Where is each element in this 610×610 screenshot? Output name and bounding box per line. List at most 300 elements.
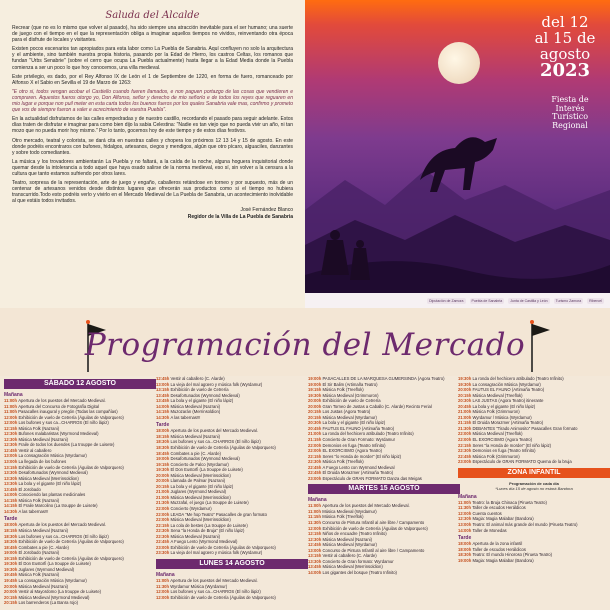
- schedule-event: Apertura de los puestos del Mercado Medieval.: [170, 577, 258, 583]
- schedule-time: 11:00h: [458, 499, 473, 505]
- schedule-time: 19:00h: [4, 550, 19, 556]
- schedule-time: 22:00h: [458, 437, 473, 443]
- schedule-event: La consagración Música (Wyrdamur): [18, 453, 87, 459]
- schedule-row: [4, 509, 156, 515]
- schedule-event: Espectáculo de GRAN FORMATO Danza das Meigas: [322, 475, 422, 481]
- horse-rider-silhouette: [415, 120, 505, 200]
- schedule-time: 21:00h: [308, 431, 323, 437]
- schedule-time: 23:30h: [156, 550, 171, 556]
- section-label: Tarde: [4, 516, 18, 523]
- schedule-time: 18:30h: [156, 445, 171, 451]
- schedule-event: La llegada de los bufones: [18, 459, 67, 465]
- schedule-event: Pasacalles inaugural y pregón (Todas las compañías): [18, 409, 118, 415]
- letter-paragraph: Recrear (que no es lo mismo que volver al pasado), ha sido siempre una atracción inevitable para el ser humano; una suerte de juego con el tiempo en el que la representación obliga a imaginar aquellos tiempos no vividos, reinventando otra época para el disfrute de locales y visitantes.: [12, 25, 293, 44]
- schedule-time: 18:15h: [4, 528, 19, 534]
- schedule-time: 12:30h: [308, 536, 323, 542]
- schedule-event: El Fraile Marcolino (La trouppe de Luisete): [18, 503, 98, 509]
- schedule-time: 20:00h: [308, 403, 323, 409]
- schedule-row: [308, 570, 460, 576]
- schedule-time: 22:00h: [156, 511, 171, 517]
- schedule-event: A las tabernas!!!: [170, 414, 201, 420]
- schedule-event: Música Folk (Nazrani): [18, 497, 60, 503]
- event-poster: [305, 0, 610, 308]
- schedule-time: 18:30h: [4, 533, 19, 539]
- day-heading: LUNES 14 AGOSTO: [156, 559, 308, 569]
- schedule-time: 13:00h: [458, 522, 473, 528]
- sponsor-logo: Junta de Castilla y León: [510, 298, 548, 303]
- schedule-event: Vestir al caballero (C. Alarde): [170, 376, 225, 381]
- schedule-event: Exhibición de vuelo de Cetrería (Águilas de Valporquero): [18, 464, 124, 470]
- schedule-event: Música Medieval (Merrinsoldion): [18, 475, 79, 481]
- schedule-time: 12:00h: [458, 510, 473, 516]
- schedule-time: 13:30h: [308, 558, 323, 564]
- schedule-event: Concurso de Pintura Infantil al aire libre / Campamento: [322, 547, 425, 553]
- schedule-event: Vestir al caballero: [18, 447, 52, 453]
- schedule-event: Wyrdamur / Música (Wyrdamur): [472, 414, 532, 420]
- section-label: Tarde: [156, 422, 170, 429]
- schedule-event: Muzozarán (Merrinsoldion): [170, 409, 221, 415]
- schedule-row: [308, 476, 460, 482]
- sponsor-logos: [305, 293, 610, 308]
- schedule-time: 12:30h: [458, 516, 473, 522]
- schedule-time: 12:30h: [4, 436, 19, 442]
- schedule-time: 12:45h: [156, 376, 171, 381]
- schedule-time: 19:30h: [308, 392, 323, 398]
- section-label: Tarde: [458, 535, 472, 542]
- schedule-row: [458, 528, 610, 534]
- schedule-time: 20:45h: [308, 425, 323, 431]
- schedule-event: Exhibición de vuelo de Cetrería: [322, 398, 381, 404]
- schedule-event: Exhibición de vuelo de Cetrería (Águilas de Valporquero): [322, 525, 428, 531]
- schedule-event: El Sir Balim (Artimaña Teatro): [322, 381, 378, 387]
- schedule-event: A Fuego Lento con Wyrmond Medieval: [322, 464, 395, 470]
- schedule-event: Música Medieval (Nazrani): [18, 528, 69, 534]
- schedule-time: 12:45h: [308, 542, 323, 548]
- schedule-time: 11:15h: [308, 514, 323, 520]
- schedule-time: 12:00h: [4, 420, 19, 426]
- schedule-time: 20:15h: [4, 594, 19, 600]
- sponsor-logo: Turismo Zamora: [555, 298, 582, 303]
- schedule-time: 12:15h: [308, 531, 323, 537]
- schedule-time: 13:30h: [4, 481, 19, 487]
- schedule-time: 21:15h: [458, 420, 473, 426]
- zona-infantil-heading: ZONA INFANTIL: [458, 468, 610, 478]
- signature-name: José Fernández Blanco: [240, 207, 293, 214]
- schedule-time: 14:15h: [4, 503, 19, 509]
- schedule-event: Desafortunados (Wyrmond Medieval): [170, 456, 240, 462]
- zona-subtitle: Programación de cada día: [509, 480, 559, 486]
- schedule-event: Juglares (Wyrmond Medieval): [18, 566, 75, 572]
- schedule-time: 11:30h: [458, 505, 473, 511]
- schedule-event: Música Folk (Treeflok): [322, 387, 364, 393]
- schedule-event: Exhibición de vuelo de Cetrería (Águilas de Valporquero): [170, 594, 276, 600]
- schedule-time: 20:00h: [4, 583, 19, 589]
- schedule-event: La bola y el gigante (El niño lápiz): [170, 483, 234, 489]
- schedule-time: 13:00h: [4, 453, 19, 459]
- schedule-time: 23:00h: [458, 459, 473, 465]
- schedule-time: 14:00h: [156, 403, 171, 409]
- schedule-event: El Jorobado (Nazrani): [18, 550, 60, 556]
- date-line: al 15 de: [534, 29, 596, 47]
- schedule-event: Concierto (Wyrdamur): [170, 506, 212, 512]
- event-dates: [520, 14, 610, 80]
- schedule-event: Música Medieval (Treeflok): [472, 431, 523, 437]
- day-heading: MARTES 15 AGOSTO: [308, 484, 460, 494]
- schedule-time: 22:00h: [156, 517, 171, 523]
- schedule-event: Música Folk (Treeflok): [322, 514, 364, 520]
- schedule-time: 13:00h: [308, 547, 323, 553]
- schedule-event: El Druida Morazmer (Artimaña Teatro): [472, 420, 544, 426]
- schedule-time: 22:15h: [156, 522, 171, 528]
- sponsor-logo: Puebla de Sanabria: [471, 298, 503, 303]
- schedule-time: 22:00h: [308, 448, 323, 454]
- schedule-time: 20:00h: [156, 472, 171, 478]
- schedule-event: Exhibición de vuelo de Cetrería (Águilas de Valporquero): [18, 539, 124, 545]
- schedule-event: Concierto de Gran formato: Wyrdamur: [322, 558, 394, 564]
- sponsor-logo: Ribercel: [589, 298, 602, 303]
- schedule-time: 11:00h: [156, 577, 171, 583]
- schedule-event: Música Folk (Grimmuron): [472, 453, 520, 459]
- day-heading: SÁBADO 12 AGOSTO: [4, 379, 156, 389]
- schedule-event: Desafortunados (Wyrmond Medieval): [18, 470, 88, 476]
- schedule-event: Magia: Magia Malabar (Bandora): [472, 516, 534, 522]
- schedule-event: Los barrenderos (La Banra rojo): [18, 600, 79, 606]
- schedule-time: 19:00h: [308, 381, 323, 387]
- schedule-time: 19:45h: [4, 577, 19, 583]
- schedule-event: Música Folk (Grimmuron): [472, 409, 520, 415]
- schedule-time: 13:30h: [4, 470, 19, 476]
- schedule-time: 14:00h: [4, 492, 19, 498]
- schedule-time: 20:00h: [308, 398, 323, 404]
- schedule-time: 13:45h: [156, 398, 171, 404]
- schedule-event: Espectáculo de GRAN FORMATO Quema de la bruja: [472, 459, 572, 465]
- schedule-event: Música Medieval (Wyrdamur): [322, 508, 377, 514]
- date-line: del 12: [541, 13, 589, 31]
- schedule-row: [458, 459, 610, 465]
- program-title: Programación del Mercado: [84, 327, 526, 363]
- program-column-2: [156, 376, 308, 600]
- schedule-event: El Jorobado: [18, 486, 41, 492]
- sponsor-logo: Diputación de Zamora: [429, 298, 464, 303]
- program-header: [0, 308, 610, 376]
- schedule-time: 11:00h: [308, 508, 323, 514]
- schedule-time: 20:30h: [308, 420, 323, 426]
- letter-paragraph: En la actualidad disfrutamos de las calles empedradas y de nuestro castillo, recordando el pasado para seguir adelante. Estos días traten de disfrutar e imaginar para como bien dijo la sabia Celestina: "Nadie es tan viejo que no pueda vivir un año, ni tan mozo que no pueda morir hoy mismo." Por lo tanto, gocemos hoy de este tiempo y de estos días festivos.: [12, 116, 293, 135]
- schedule-time: 11:00h: [4, 403, 19, 409]
- schedule-time: 20:00h: [458, 387, 473, 393]
- schedule-event: Desafortunados (Wyrmond Medieval): [170, 392, 240, 398]
- schedule-time: 12:15h: [4, 425, 19, 431]
- schedule-time: 18:30h: [458, 552, 473, 558]
- schedule-time: 19:30h: [4, 566, 19, 572]
- schedule-time: 21:30h: [458, 425, 473, 431]
- schedule-event: La consagración Música (Wyrdamur): [472, 381, 541, 387]
- schedule-row: [4, 600, 156, 606]
- schedule-event: Apertura de los puestos del Mercado Medieval.: [18, 522, 106, 528]
- schedule-time: 19:30h: [458, 376, 473, 381]
- schedule-time: 22:15h: [458, 442, 473, 448]
- schedule-event: Música Folk (Nazrani): [18, 425, 60, 431]
- schedule-event: Bufones malabaristas (Wyrmond Medieval): [18, 431, 99, 437]
- schedule-event: Exhibición de vuelo de Cetrería (Águilas de Valporquero): [18, 414, 124, 420]
- schedule-event: Apertura del Concurso de Fotografía Digital: [18, 403, 99, 409]
- moon-illustration: [438, 42, 480, 84]
- schedule-row: [156, 595, 308, 601]
- schedule-time: 19:15h: [156, 461, 171, 467]
- schedule-event: Los bufones y sus ca...CHARROS (El niño lápiz): [18, 420, 109, 426]
- schedule-time: 13:15h: [4, 464, 19, 470]
- schedule-row: [156, 550, 308, 556]
- schedule-event: Música Medieval (Wyrdamur): [322, 414, 377, 420]
- schedule-event: Vestir al caballero (C. Alarde): [322, 553, 377, 559]
- schedule-time: 19:30h: [156, 467, 171, 473]
- schedule-event: La bola y el gigante (El niño lápiz): [472, 403, 536, 409]
- schedule-time: 19:30h: [458, 381, 473, 387]
- schedule-event: El Don Eustorfi (La trouppe de Luisete): [18, 561, 91, 567]
- schedule-event: Exhibición de vuelo de Cetrería (Águilas de Valporquero): [170, 544, 276, 550]
- schedule-event: Música Medieval (Treeflok): [472, 392, 523, 398]
- program-column-1: [4, 376, 156, 606]
- schedule-time: 22:45h: [458, 453, 473, 459]
- schedule-time: 20:00h: [156, 478, 171, 484]
- schedule-time: 14:00h: [308, 569, 323, 575]
- schedule-time: 18:00h: [156, 428, 171, 434]
- schedule-event: Los bufones y sus ca...CHARROS (El niño lápiz): [170, 589, 261, 595]
- schedule-row: [156, 415, 308, 421]
- schedule-time: 22:45h: [156, 539, 171, 545]
- section-label: Mañana: [4, 392, 23, 398]
- schedule-time: 22:30h: [458, 448, 473, 454]
- schedule-event: La vieja del mal agüero y música folk (Wyrdamur): [170, 381, 263, 387]
- schedule-event: La bola y el gigante (El niño lápiz): [18, 481, 82, 487]
- schedule-event: Taller de escudos Heráldicos: [472, 505, 526, 511]
- schedule-event: Fraile de todos los duendes (La trouppe de Luisete): [18, 442, 115, 448]
- schedule-time: 19:00h: [308, 376, 323, 381]
- schedule-event: Exhibición de vuelo de Cetrería (Águilas de Valporquero): [18, 555, 124, 561]
- schedule-event: Exhibición de vuelo de Cetrería: [170, 387, 229, 393]
- schedule-time: 22:00h: [156, 506, 171, 512]
- schedule-time: 12:00h: [156, 589, 171, 595]
- schedule-event: El Druida Morazmer (Artimaña Teatro): [322, 470, 394, 476]
- schedule-event: La ronda del hechicero atribulado (Teatro Infinito): [322, 431, 414, 437]
- schedule-event: Cuenta cuentos: [472, 510, 502, 516]
- letter-quote: "E otro si, todos vengan acobar el Castiello cuando fueren llamados, e non paguen portazgo de las cosas que vendieren e compraren. Aquestos fueros otorgo yo, Don Alfonso, señor y derecho de mio señorío e de todos los reyes que reguaren en mio lugar e porque non puil meter en esta carta todos los buenos fueros por los quales Sanabria vale mas, confirmo y prometo que vos de siempre fueron a valer e acrecimiento de vuestra Puebla".: [12, 88, 293, 114]
- schedule-event: Los Justas (Agora Teatro): [322, 409, 371, 415]
- schedule-time: 21:00h: [458, 414, 473, 420]
- schedule-time: 19:00h: [156, 456, 171, 462]
- schedule-time: 13:45h: [156, 392, 171, 398]
- dancers-silhouette: [315, 220, 375, 290]
- schedule-event: Los bufones y sus ca...CHARROS (El niño lápiz): [170, 439, 261, 445]
- schedule-time: 18:00h: [458, 546, 473, 552]
- schedule-time: 12:00h: [308, 525, 323, 531]
- schedule-event: Música Folk (Treeflok): [322, 459, 364, 465]
- schedule-time: 23:00h: [156, 544, 171, 550]
- schedule-event: A las tabernas!!!: [18, 508, 49, 514]
- schedule-time: 18:00h: [4, 522, 19, 528]
- schedule-time: 18:15h: [156, 433, 171, 439]
- schedule-event: Música Medieval (Merrinsoldion): [170, 517, 231, 523]
- schedule-event: Sena "la Honda de Bruja" (El niño lápiz): [170, 528, 245, 534]
- schedule-time: 12:00h: [4, 414, 19, 420]
- schedule-event: Música Medieval (Wyrmond Medieval): [18, 594, 90, 600]
- badge-line: Fiesta de: [551, 95, 589, 104]
- letter-paragraph: Este privilegio, es dado, por el Rey Alfonso IX de León el 1 de Septiembre de 1220, en forma de fuero, romanceado por Alfonso X el Sabio en Sevilla el 19 de Marzo de 1263:: [12, 73, 293, 86]
- schedule-row: [458, 558, 610, 564]
- schedule-event: La bola y el gigante (El niño lápiz): [170, 398, 234, 404]
- letter-paragraph: Existen pocos escenarios tan apropiados para esta labor como La Puebla de Sanabria. Aquí confluyen no solo la arquitectura y el ambiente, sino también nuestra propia historia, pasando por la Edad de Hierro, los castros Celtas, los romanos que fundan "Urbs Senabrie" (sobre el cerro que ocupa La Puebla actualmente) hasta llegar a la Edad Media donde la Puebla comienza a ser un poco lo que hoy conocemos, una villa medieval.: [12, 46, 293, 71]
- date-line: agosto: [539, 45, 591, 63]
- schedule-event: Teatro: El animal más grande del mundo (Pirueta Teatro): [472, 522, 578, 528]
- schedule-event: Música Folk (Nazrani): [18, 572, 60, 578]
- schedule-event: Taller de escudos Heráldicos: [472, 546, 526, 552]
- schedule-event: Teatro: la Bruja Chinaca (Pirueta Teatro): [472, 499, 547, 505]
- schedule-event: Música Medieval (Merrinsoldion): [170, 472, 231, 478]
- schedule-event: Conociendo las plantas medicinales: [18, 492, 86, 498]
- schedule-time: 19:30h: [4, 561, 19, 567]
- schedule-event: Combates a pie (C. Alarde): [170, 450, 221, 456]
- schedule-event: Música Medieval (Nazrani): [170, 403, 221, 409]
- schedule-time: 20:00h: [4, 589, 19, 595]
- schedule-event: Música Medieval (Nazrani): [322, 536, 373, 542]
- schedule-time: 12:30h: [4, 431, 19, 437]
- schedule-event: Música Medieval (Nazrani): [18, 583, 69, 589]
- schedule-time: 21:00h: [458, 409, 473, 415]
- schedule-time: 20:15h: [4, 600, 19, 606]
- schedule-event: Taller de Monedas: [472, 527, 507, 533]
- schedule-time: 18:45h: [4, 544, 19, 550]
- schedule-time: 13:45h: [308, 564, 323, 570]
- signature-role: Regidor de la Villa de La Puebla de Sanabria: [187, 213, 293, 220]
- schedule-event: La cola de bestes (La trouppe de Luisete): [170, 522, 248, 528]
- schedule-time: 13:00h: [4, 459, 19, 465]
- schedule-event: FAUTUS EL FAUNO (Artimaña Teatro): [472, 387, 545, 393]
- fiesta-interes-badge: [535, 96, 605, 130]
- schedule-event: Magia: Magia Malabar (Bandora): [472, 557, 534, 563]
- schedule-time: 14:30h: [156, 414, 171, 420]
- schedule-event: Combates a pie (C. Alarde): [18, 544, 69, 550]
- schedule-time: 22:30h: [308, 459, 323, 465]
- schedule-event: Apertura de la zona infantil: [472, 541, 523, 547]
- event-year: 2023: [539, 60, 591, 81]
- schedule-event: Wyrdamur Música (Wyrdamur): [170, 583, 228, 589]
- schedule-time: 14:15h: [156, 409, 171, 415]
- schedule-event: PASACALLES DE LA MARQUESA GUMERSINDA (Agora Teatro): [322, 376, 445, 381]
- schedule-event: DEBANTES "Tirado Animosito" Pasacalles Gran formato: [472, 425, 578, 431]
- schedule-time: 11:30h: [308, 520, 323, 526]
- schedule-event: Los gigantes del bosque (Teatro Infinito): [322, 569, 397, 575]
- schedule-time: 11:00h: [308, 503, 323, 509]
- schedule-time: 19:45h: [4, 572, 19, 578]
- program-column-4: [458, 376, 610, 563]
- section-label: Mañana: [156, 571, 175, 578]
- badge-line: Interés: [555, 103, 585, 113]
- schedule-time: 21:15h: [308, 437, 323, 443]
- schedule-event: Apertura de los puestos del Mercado Medieval.: [170, 428, 258, 434]
- schedule-event: Concierto de Falco (Wyrdamur): [170, 461, 229, 467]
- schedule-event: Música Medieval (Wyrdamur): [322, 542, 377, 548]
- schedule-event: Apertura de los puestos del Mercado Medieval.: [322, 503, 410, 509]
- schedule-time: 14:00h: [458, 527, 473, 533]
- schedule-time: 20:15h: [308, 414, 323, 420]
- schedule-time: 19:00h: [458, 557, 473, 563]
- schedule-event: EL EXORCISMO (Agora Teatro): [472, 437, 533, 443]
- schedule-event: La ronda del hechicero atribulado (Teatro Infinito): [472, 376, 564, 381]
- zona-note: *Lunes día 15 de agosto no estará Bandora: [495, 486, 573, 492]
- schedule-event: Teatro: El mundo Hinoroso (Pirueta Teatro): [472, 552, 552, 558]
- schedule-time: 18:45h: [156, 450, 171, 456]
- section-label: Mañana: [308, 497, 327, 504]
- schedule-event: La consagración Música (Wyrdamur): [18, 577, 87, 583]
- schedule-time: 20:30h: [458, 398, 473, 404]
- schedule-event: Música Medieval (Merrinsoldion): [322, 564, 383, 570]
- schedule-time: 20:15h: [308, 409, 323, 415]
- letter-title: Saluda del Alcalde: [105, 10, 200, 21]
- schedule-time: 19:15h: [4, 555, 19, 561]
- schedule-time: 22:30h: [156, 533, 171, 539]
- schedule-event: Seres "la Honda de morder" (El niño lápiz): [472, 442, 552, 448]
- badge-line: Turístico: [551, 112, 589, 121]
- schedule-event: Música Medieval (Grimmuron): [322, 392, 379, 398]
- schedule-event: Seres "lo Honda de morder" (El niño lápiz): [322, 453, 402, 459]
- schedule-event: Gran Torneo de Justas a Caballo (C. Alarde) Recinto Ferial: [322, 403, 432, 409]
- letter-paragraph: La música y los trovadores ambientarán La Puebla y no faltará, a la caída de la noche, alguna hoguera inquisitorial donde quemar desde la intolerancia a todo aquel que haya osado salirse de la norma medieval, eso sí, sin volver a la censura a la cultura que tanto estamos sufriendo por otros lares.: [12, 158, 293, 177]
- schedule-event: Exhibición de vuelo de Cetrería (Águilas de Valporquero): [170, 445, 276, 451]
- schedule-time: 14:15h: [4, 497, 19, 503]
- letter-paragraph: Teatro, sorpresa de la representación, arte de juego y engaño, caballeros retándose en torneo y por supuesto, más de un centenar de artesanos venidos desde distintos lugares que ofrecerán sus productos como si el tiempo no hubiera transcurrido.Todo esto podréis verlo y vivirlo en el Mercado Medieval de La Puebla de Sanabria, un acontecimiento inolvidable al que estáis todos invitados.: [12, 180, 293, 205]
- schedule-event: Los bufones y sus ca...CHARROS (El niño lápiz): [18, 533, 109, 539]
- schedule-event: Música Medieval (Nazrani): [170, 433, 221, 439]
- schedule-event: A Fuego Lento (Wyrmond Medieval): [170, 539, 238, 545]
- schedule-time: 14:30h: [4, 508, 19, 514]
- schedule-time: 18:00h: [458, 541, 473, 547]
- schedule-time: 18:30h: [156, 439, 171, 445]
- schedule-time: 11:00h: [4, 398, 19, 403]
- schedule-event: Música Medieval (Nazrani): [18, 436, 69, 442]
- schedule-time: 13:30h: [4, 475, 19, 481]
- schedule-time: 13:00h: [156, 381, 171, 387]
- schedule-event: El Don Eustorfi (La trouppe de Luisete): [170, 467, 243, 473]
- schedule-time: 22:00h: [308, 442, 323, 448]
- flag-icon: [528, 320, 552, 374]
- schedule-time: 12:30h: [4, 442, 19, 448]
- schedule-time: 18:30h: [4, 539, 19, 545]
- schedule-time: 20:15h: [458, 392, 473, 398]
- schedule-time: 20:45h: [458, 403, 473, 409]
- schedule-event: Apertura de los puestos del Mercado Medieval.: [18, 398, 106, 403]
- schedule-time: 22:15h: [308, 453, 323, 459]
- schedule-time: 13:45h: [4, 486, 19, 492]
- schedule-event: Niños de encuadre (Teatro Infinito): [322, 531, 387, 537]
- schedule-event: Vestir al Mayordomo (La trouppe de Luisete): [18, 589, 102, 595]
- schedule-event: Juglares (Wyrmond Medieval): [170, 489, 227, 495]
- schedule-event: Música Medieval (Merrinsoldion): [170, 494, 231, 500]
- schedule-event: EL EXORCISMO (Agora Teatro): [322, 448, 383, 454]
- schedule-time: 23:00h: [308, 475, 323, 481]
- schedule-event: Concierto de Gran Formato: Wyrdamur: [322, 437, 396, 443]
- schedule-time: 22:45h: [308, 470, 323, 476]
- schedule-time: 20:15h: [156, 483, 171, 489]
- schedule-event: La bola y el gigante (El niño lápiz): [322, 420, 386, 426]
- section-label: Mañana: [458, 493, 477, 500]
- schedule-event: Muzzafal, el juego (La trouppe de Luisete): [170, 500, 249, 506]
- schedule-time: 21:00h: [156, 494, 171, 500]
- schedule-time: 13:15h: [156, 387, 171, 393]
- badge-line: Regional: [552, 120, 588, 130]
- schedule-time: 21:00h: [156, 489, 171, 495]
- schedule-event: Demonios en fuga (Teatro Infinito): [322, 442, 386, 448]
- schedule-event: Llamada de Palmar (Nazrani): [170, 478, 226, 484]
